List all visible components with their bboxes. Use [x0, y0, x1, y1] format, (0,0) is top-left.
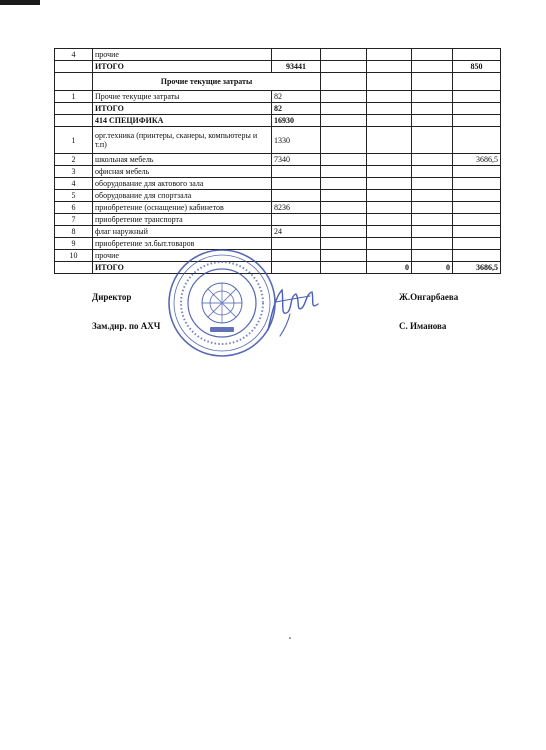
row-name: приобретение транспорта	[93, 214, 272, 226]
row-value: 0	[367, 262, 412, 274]
table-row	[55, 49, 501, 61]
row-name: 414 СПЕЦИФИКА	[93, 115, 272, 127]
row-number: 10	[55, 250, 93, 262]
director-name: Ж.Онгарбаева	[399, 292, 459, 302]
row-number: 8	[55, 226, 93, 238]
row-value: 8236	[272, 202, 321, 214]
row-name: флаг наружный	[93, 226, 272, 238]
row-name: школьная мебель	[93, 154, 272, 166]
row-number: 5	[55, 190, 93, 202]
deputy-name: С. Иманова	[399, 321, 447, 331]
table-row	[55, 115, 501, 127]
row-value: 3686,5	[453, 262, 501, 274]
row-value: 1330	[272, 127, 321, 154]
table-row	[55, 166, 501, 178]
table-row	[55, 154, 501, 166]
row-name: приобретение эл.быт.товаров	[93, 238, 272, 250]
row-number: 4	[55, 178, 93, 190]
row-number: 1	[55, 127, 93, 154]
table-row	[55, 178, 501, 190]
row-value: 24	[272, 226, 321, 238]
row-value: 93441	[272, 61, 321, 73]
row-value: 7340	[272, 154, 321, 166]
row-name: приобретение (оснащение) кабинетов	[93, 202, 272, 214]
row-name: прочие	[93, 49, 272, 61]
handwritten-signature	[262, 282, 324, 338]
row-value: 0	[412, 262, 453, 274]
row-number: 4	[55, 49, 93, 61]
row-name: офисная мебель	[93, 166, 272, 178]
row-value: 82	[272, 91, 321, 103]
row-number: 3	[55, 166, 93, 178]
section-header-row	[55, 73, 501, 91]
row-value: 850	[453, 61, 501, 73]
row-number: 9	[55, 238, 93, 250]
table-row	[55, 214, 501, 226]
table-row	[55, 226, 501, 238]
table-row	[55, 190, 501, 202]
row-name: оборудование для спортзала	[93, 190, 272, 202]
budget-table	[54, 48, 501, 274]
row-value: 82	[272, 103, 321, 115]
table-row	[55, 127, 501, 154]
table-row	[55, 91, 501, 103]
row-name: Прочие текущие затраты	[93, 91, 272, 103]
scan-edge-mark	[0, 0, 40, 5]
row-name: оборудование для актового зала	[93, 178, 272, 190]
row-name: орг.техника (принтеры, сканеры, компьютеры и т.п)	[93, 127, 272, 154]
table-row	[55, 103, 501, 115]
scan-speck	[289, 637, 291, 639]
deputy-title: Зам.дир. по АХЧ	[92, 321, 161, 331]
row-name: прочие	[93, 250, 272, 262]
row-name: ИТОГО	[93, 103, 272, 115]
row-number: 2	[55, 154, 93, 166]
row-number: 1	[55, 91, 93, 103]
row-name: ИТОГО	[93, 262, 272, 274]
row-name: ИТОГО	[93, 61, 272, 73]
section-title: Прочие текущие затраты	[93, 73, 321, 91]
row-value: 16930	[272, 115, 321, 127]
table-row	[55, 202, 501, 214]
table-row	[55, 61, 501, 73]
director-title: Директор	[92, 292, 132, 302]
row-number: 6	[55, 202, 93, 214]
row-number: 7	[55, 214, 93, 226]
row-value: 3686,5	[453, 154, 501, 166]
